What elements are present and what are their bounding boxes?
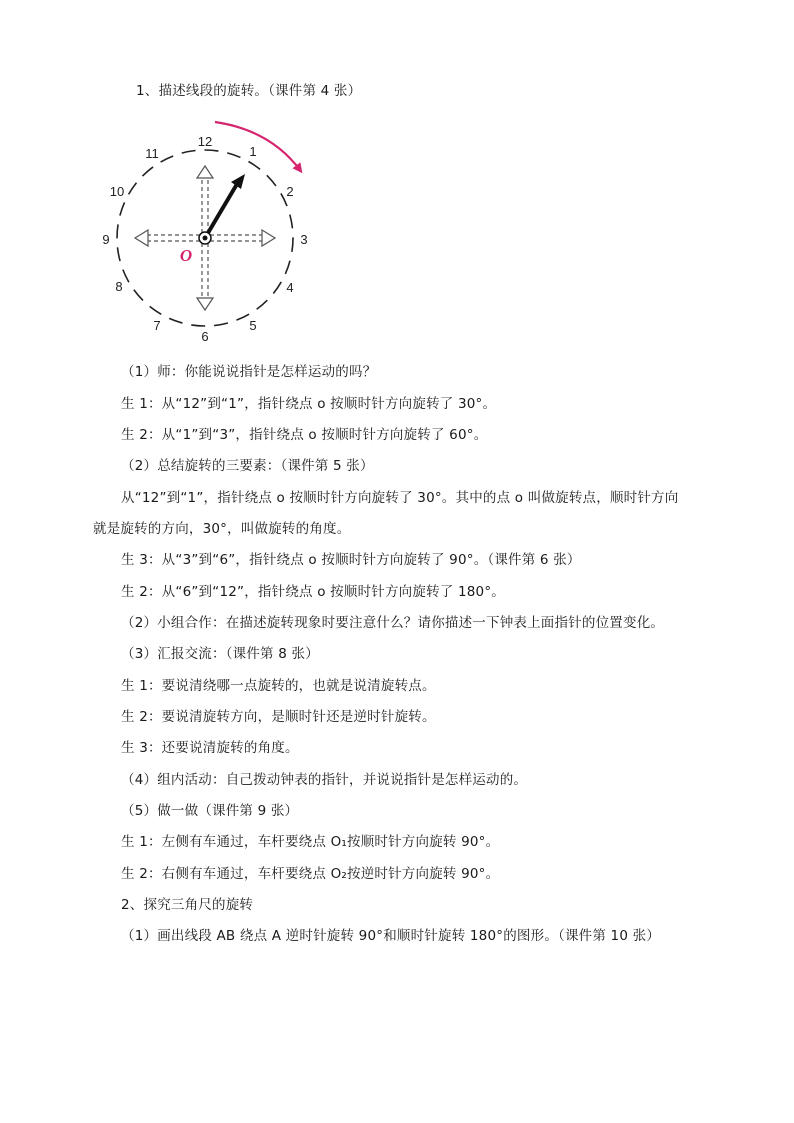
clock-diagram: [100, 118, 315, 346]
student2-answer: 生 2：从“1”到“3”，指针绕点 o 按顺时针方向旋转了 60°。: [121, 427, 488, 443]
center-label-o: O: [179, 246, 193, 265]
heading-segment-rotation: 1、描述线段的旋转。（课件第 4 张）: [136, 83, 362, 99]
rotation-direction-arrow: [215, 122, 300, 170]
teacher-question: （1）师：你能说说指针是怎样运动的吗？: [121, 364, 377, 380]
clock-number-2: 2: [286, 184, 294, 199]
triangle-task: （1）画出线段 AB 绕点 A 逆时针旋转 90°和顺时针旋转 180°的图形。（课件第 10 张）: [121, 928, 661, 944]
clock-number-9: 9: [102, 232, 110, 247]
heading-triangle-rotation: 2、探究三角尺的旋转: [121, 897, 254, 913]
dashed-arrow-left: [135, 230, 200, 246]
student3-answer: 生 3：从“3”到“6”，指针绕点 o 按顺时针方向旋转了 90°。（课件第 6 张）: [121, 552, 581, 568]
clock-hand: [205, 184, 237, 238]
clock-number-5: 5: [249, 318, 257, 333]
group-activity: （4）组内活动：自己拨动钟表的指针，并说说指针是怎样运动的。: [121, 772, 528, 788]
report-student3: 生 3：还要说清旋转的角度。: [121, 740, 299, 756]
clock-number-6: 6: [201, 329, 209, 344]
clock-number-4: 4: [286, 280, 294, 295]
clock-number-12: 12: [197, 134, 213, 149]
report-heading: （3）汇报交流：（课件第 8 张）: [121, 646, 319, 662]
clock-number-10: 10: [109, 184, 125, 199]
clock-number-8: 8: [115, 279, 123, 294]
student1-answer: 生 1：从“12”到“1”，指针绕点 o 按顺时针方向旋转了 30°。: [121, 396, 497, 412]
summary-heading: （2）总结旋转的三要素：（课件第 5 张）: [121, 458, 374, 474]
dashed-arrow-down: [197, 243, 213, 310]
clock-number-1: 1: [249, 144, 257, 159]
report-student2: 生 2：要说清旋转方向，是顺时针还是逆时针旋转。: [121, 709, 436, 725]
dashed-arrow-right: [210, 230, 275, 246]
dashed-arrow-up: [197, 166, 213, 233]
student2-answer-b: 生 2：从“6”到“12”，指针绕点 o 按顺时针方向旋转了 180°。: [121, 584, 505, 600]
summary-text-2: 就是旋转的方向，30°，叫做旋转的角度。: [93, 521, 351, 537]
report-student1: 生 1：要说清绕哪一点旋转的，也就是说清旋转点。: [121, 678, 436, 694]
practice-student2: 生 2：右侧有车通过，车杆要绕点 O₂按逆时针方向旋转 90°。: [121, 866, 500, 882]
practice-student1: 生 1：左侧有车通过，车杆要绕点 O₁按顺时针方向旋转 90°。: [121, 834, 500, 850]
summary-text-1: 从“12”到“1”，指针绕点 o 按顺时针方向旋转了 30°。其中的点 o 叫做旋转点，顺时针方向: [121, 490, 679, 506]
clock-number-7: 7: [153, 318, 161, 333]
center-point-inner: [203, 236, 208, 241]
clock-number-11: 11: [145, 146, 159, 161]
clock-number-3: 3: [300, 232, 308, 247]
practice-heading: （5）做一做（课件第 9 张）: [121, 803, 299, 819]
group-work: （2）小组合作：在描述旋转现象时要注意什么？请你描述一下钟表上面指针的位置变化。: [121, 615, 665, 631]
